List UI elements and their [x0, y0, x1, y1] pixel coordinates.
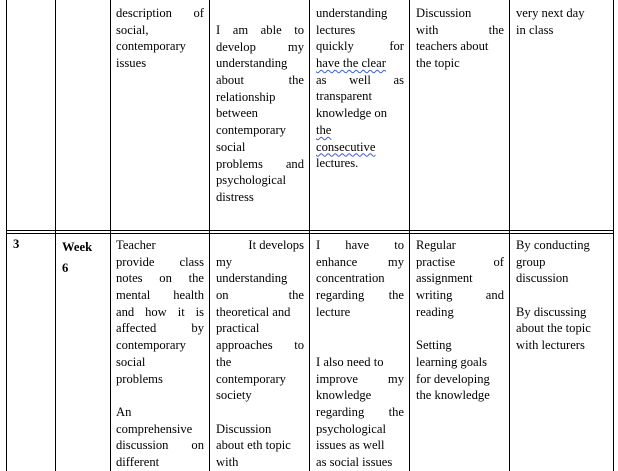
text-line: different: [116, 454, 160, 469]
text-line: social: [216, 139, 246, 154]
text-line: Teacher: [116, 238, 156, 252]
column-divider: [309, 0, 310, 471]
text-line: develop my: [216, 39, 304, 54]
column-divider: [209, 0, 210, 471]
text-line: and how it is: [116, 304, 204, 319]
text-line: notes on the: [116, 271, 204, 286]
text-line: consecutive: [316, 139, 376, 154]
paragraph-gap: [516, 287, 608, 304]
text-line: I also need to: [316, 354, 384, 369]
text-line: improve my: [316, 371, 404, 386]
column-divider: [509, 0, 510, 471]
text-line: contemporary: [216, 371, 286, 386]
text-line: transparent: [316, 89, 372, 104]
text-line: assignment: [416, 271, 473, 286]
week-line: Week: [62, 240, 93, 254]
paragraph-gap: [316, 337, 404, 354]
text-line: practical: [216, 321, 260, 336]
column-divider: [110, 0, 111, 471]
text-line: An: [116, 404, 132, 419]
text-line: psychological: [216, 173, 286, 188]
text-line: understanding: [216, 271, 288, 286]
text-line: in class: [516, 22, 554, 37]
row1-action-cell: [416, 5, 504, 72]
text-line: very next day: [516, 6, 585, 20]
column-divider: [55, 0, 56, 471]
text-line: I have to: [316, 238, 404, 252]
text-line: discussion on: [116, 438, 204, 453]
column-divider: [409, 0, 410, 471]
text-line: provide class: [116, 254, 204, 269]
text-line: the topic: [416, 56, 460, 71]
text-line: the: [316, 122, 332, 137]
text-line: comprehensive: [116, 421, 193, 436]
text-line: group: [516, 254, 546, 269]
row1-evidence-cell: [516, 5, 608, 38]
text-line: distress: [216, 189, 254, 204]
text-line: regarding the: [316, 404, 404, 419]
text-line: as well as: [316, 72, 404, 87]
text-line: affected by: [116, 321, 204, 336]
text-line: social: [116, 354, 146, 369]
text-line: writing and: [416, 288, 504, 303]
row1-improve-cell: [316, 5, 404, 172]
text-line: concentration: [316, 271, 385, 286]
text-line: By conducting: [516, 238, 590, 252]
text-line: society: [216, 388, 252, 403]
row1-learning-cell: [216, 22, 304, 206]
table-border-right: [613, 0, 614, 471]
text-line: the knowledge: [416, 388, 490, 403]
table-border-left: [6, 0, 7, 471]
text-line: lectures.: [316, 156, 359, 171]
text-line: description of: [116, 6, 204, 20]
text-line: with: [216, 454, 239, 469]
text-line: mental health: [116, 288, 204, 303]
text-line: discussion: [516, 271, 569, 286]
text-line: learning goals: [416, 354, 487, 369]
text-line: theoretical and: [216, 304, 291, 319]
row2-teacher-cell: [116, 237, 204, 471]
paragraph-gap: [316, 320, 404, 337]
text-line: problems and: [216, 156, 304, 171]
row1-teacher-cell: [116, 5, 204, 72]
text-line: Discussion: [416, 6, 472, 20]
text-line: the: [216, 354, 232, 369]
text-line: quickly for: [316, 39, 404, 54]
text-line: lecture: [316, 304, 351, 319]
text-line: knowledge: [316, 388, 372, 403]
text-line: about the: [216, 73, 304, 88]
text-line: contemporary: [116, 39, 186, 54]
paragraph-gap: [216, 404, 304, 421]
text-line: issues as well: [316, 438, 385, 453]
week-number: 6: [62, 260, 69, 275]
week-label: [62, 237, 92, 274]
text-line: with lecturers: [516, 338, 585, 353]
text-line: Discussion: [216, 421, 272, 436]
text-line: social,: [116, 22, 149, 37]
text-line: I am able to: [216, 23, 304, 37]
text-line: about eth topic: [216, 438, 291, 453]
row2-action-cell: [416, 237, 504, 404]
text-line: understanding: [316, 6, 388, 20]
text-line: contemporary: [116, 338, 186, 353]
text-line: Regular: [416, 238, 456, 252]
text-line: on the: [216, 288, 304, 303]
text-line: reading: [416, 304, 454, 319]
text-line: as social issues: [316, 454, 393, 469]
row-divider: [6, 230, 614, 231]
text-line: regarding the: [316, 288, 404, 303]
text-line: my: [216, 254, 233, 269]
text-line: have the clear: [316, 56, 386, 71]
row2-improve-cell: [316, 237, 404, 471]
text-line: approaches to: [216, 338, 304, 353]
paragraph-gap: [416, 320, 504, 337]
text-line: relationship: [216, 89, 276, 104]
text-line: practise of: [416, 254, 504, 269]
text-line: Setting: [416, 338, 452, 353]
text-line: understanding: [216, 56, 288, 71]
text-line: contemporary: [216, 123, 286, 138]
text-line: problems: [116, 371, 163, 386]
text-line: enhance my: [316, 254, 404, 269]
text-line: between: [216, 106, 258, 121]
text-line: teachers about: [416, 39, 489, 54]
text-line: By discussing: [516, 304, 587, 319]
text-line: psychological: [316, 421, 386, 436]
paragraph-gap: [116, 387, 204, 404]
text-line: about the topic: [516, 321, 591, 336]
text-line: It develops: [248, 238, 304, 252]
row-number: 3: [13, 237, 20, 251]
row2-learning-cell: [216, 237, 304, 471]
row2-evidence-cell: [516, 237, 608, 354]
text-line: knowledge on: [316, 106, 387, 121]
text-line: with the: [416, 22, 504, 37]
row-divider: [6, 233, 614, 234]
text-line: issues: [116, 56, 147, 71]
text-line: lectures: [316, 22, 356, 37]
text-line: for developing: [416, 371, 490, 386]
